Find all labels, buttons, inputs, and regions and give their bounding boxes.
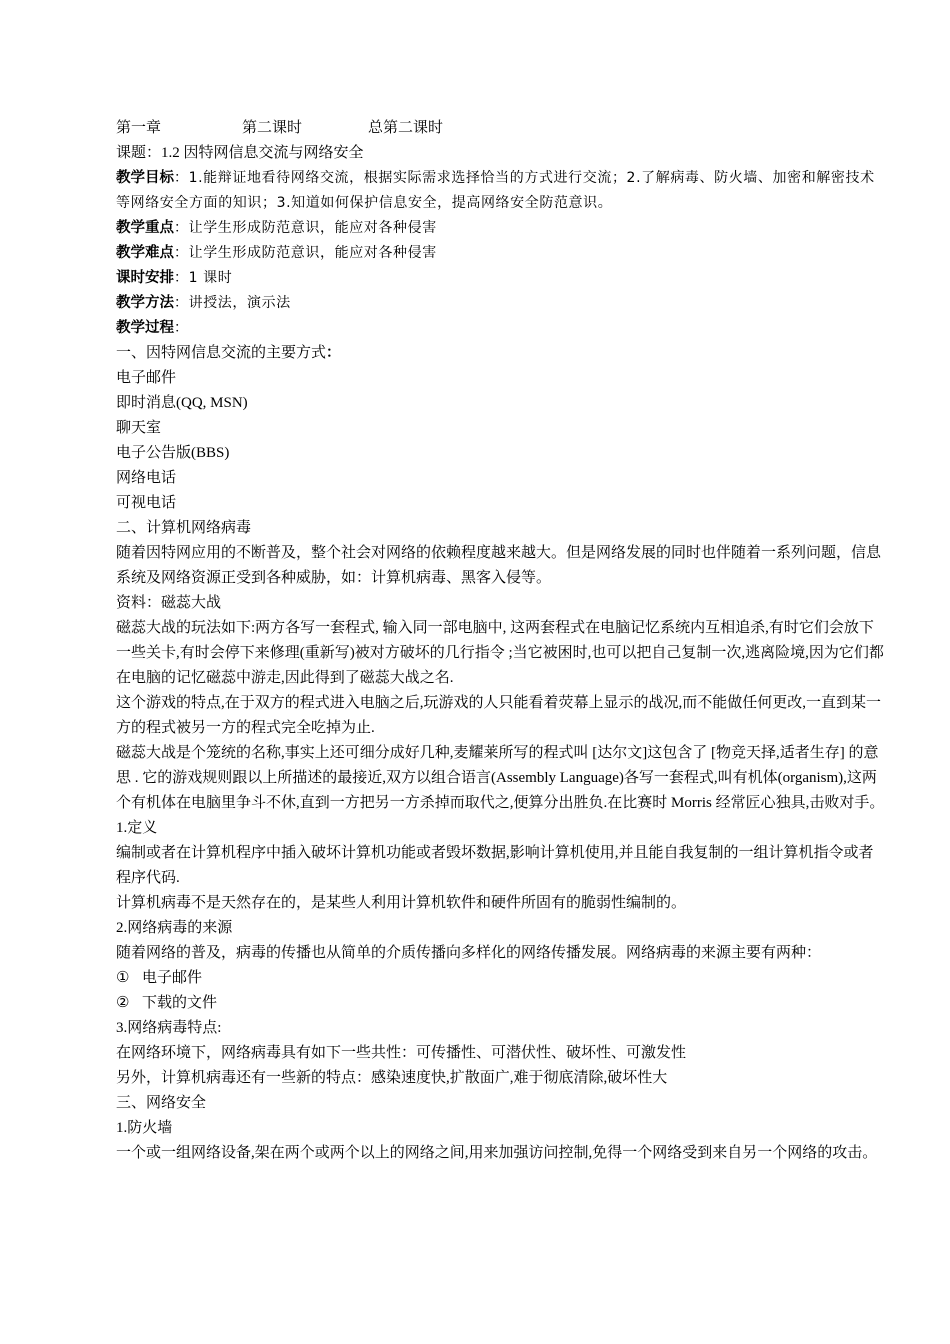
source-paragraph: 随着网络的普及，病毒的传播也从简单的介质传播向多样化的网络传播发展。网络病毒的来源主要有两种： <box>116 945 822 961</box>
schedule-label: 课时安排 <box>116 270 174 286</box>
list-item: 可视电话 <box>116 495 177 511</box>
section3-title: 三、网络安全 <box>116 1095 207 1111</box>
difficulties <box>116 241 886 266</box>
list-marker: ① <box>116 970 130 986</box>
objectives-label: 教学目标 <box>116 170 174 186</box>
material-paragraph: 这个游戏的特点,在于双方的程式进入电脑之后,玩游戏的人只能看着荧幕上显示的战况,而不能做任何更改,一直到某一方的程式被另一方的程式完全吃掉为止. <box>116 695 882 736</box>
section2-intro: 随着因特网应用的不断普及，整个社会对网络的依赖程度越来越大。但是网络发展的同时也伴随着一系列问题，信息系统及网络资源正受到各种威胁，如：计算机病毒、黑客入侵等。 <box>116 545 882 586</box>
objectives-text: ：1.能辩证地看待网络交流，根据实际需求选择恰当的方式进行交流；2.了解病毒、防火墙、加密和解密技术等网络安全方面的知识；3.知道如何保护信息安全，提高网络安全防范意识。 <box>116 170 875 211</box>
teaching-objectives <box>116 166 886 216</box>
section1-colon: ： <box>326 345 341 361</box>
firewall-title: 1.防火墙 <box>116 1120 173 1136</box>
definition-paragraph: 计算机病毒不是天然存在的，是某些人利用计算机软件和硬件所固有的脆弱性编制的。 <box>116 895 687 911</box>
list-marker: ② <box>116 995 130 1011</box>
process <box>116 316 886 341</box>
feature-paragraph: 在网络环境下，网络病毒具有如下一些共性：可传播性、可潜伏性、破坏性、可激发性 <box>116 1045 687 1061</box>
section2-title: 二、计算机网络病毒 <box>116 520 252 536</box>
source-title: 2.网络病毒的来源 <box>116 920 233 936</box>
list-item: 网络电话 <box>116 470 177 486</box>
chapter-label: 第一章 <box>116 120 162 136</box>
process-label: 教学过程 <box>116 320 174 336</box>
list-item <box>116 991 886 1016</box>
schedule <box>116 266 886 291</box>
key-points <box>116 216 886 241</box>
list-item-text: 下载的文件 <box>142 995 218 1011</box>
total-lesson-label: 总第二课时 <box>368 120 444 136</box>
list-item-text: 电子邮件 <box>142 970 203 986</box>
definition-title: 1.定义 <box>116 820 158 836</box>
methods-text: ：讲授法，演示法 <box>174 295 291 311</box>
feature-title: 3.网络病毒特点: <box>116 1020 222 1036</box>
list-item <box>116 966 886 991</box>
material-paragraph: 磁蕊大战是个笼统的名称,事实上还可细分成好几种,麦耀莱所写的程式叫 [达尔文]这包含了 [物竞天择,适者生存] 的意思 . 它的游戏规则跟以上所描述的最接近,双方以组合语言(Assembly Language)各写一套程式,叫有机体(organism),这两个有机体在电脑里争斗不休,直到一方把另一方杀掉而取代之,便算分出胜负.在比赛时 Morris 经常匠心独具,击败对手。 <box>116 745 885 811</box>
process-colon: ： <box>174 320 189 336</box>
material-paragraph: 磁蕊大战的玩法如下:两方各写一套程式, 输入同一部电脑中, 这两套程式在电脑记忆系统内互相追杀,有时它们会放下一些关卡,有时会停下来修理(重新写)被对方破坏的几行指令 ;当它被困时,也可以把自己复制一次,逃离险境,因为它们都在电脑的记忆磁蕊中游走,因此得到了磁蕊大战之名. <box>116 620 884 686</box>
methods <box>116 291 886 316</box>
definition-paragraph: 编制或者在计算机程序中插入破坏计算机功能或者毁坏数据,影响计算机使用,并且能自我复制的一组计算机指令或者程序代码. <box>116 845 874 886</box>
difficulties-label: 教学难点 <box>116 245 174 261</box>
difficulties-text: ：让学生形成防范意识，能应对各种侵害 <box>174 245 437 261</box>
list-item: 电子邮件 <box>116 370 177 386</box>
methods-label: 教学方法 <box>116 295 174 311</box>
document-body <box>116 116 886 1166</box>
list-item: 即时消息(QQ, MSN) <box>116 395 248 411</box>
lesson-topic: 课题：1.2 因特网信息交流与网络安全 <box>116 145 364 161</box>
material-title: 资料：磁蕊大战 <box>116 595 222 611</box>
list-item: 聊天室 <box>116 420 162 436</box>
firewall-paragraph: 一个或一组网络设备,架在两个或两个以上的网络之间,用来加强访问控制,免得一个网络受到来自另一个网络的攻击。 <box>116 1145 878 1161</box>
feature-paragraph: 另外，计算机病毒还有一些新的特点：感染速度快,扩散面广,难于彻底清除,破坏性大 <box>116 1070 668 1086</box>
lesson-label: 第二课时 <box>242 120 303 136</box>
schedule-text: ：1 课时 <box>174 270 233 286</box>
list-item: 电子公告版(BBS) <box>116 445 230 461</box>
key-points-text: ：让学生形成防范意识，能应对各种侵害 <box>174 220 437 236</box>
chapter-header <box>116 116 886 141</box>
key-points-label: 教学重点 <box>116 220 174 236</box>
section1-heading <box>116 341 886 366</box>
section1-title: 一、因特网信息交流的主要方式 <box>116 345 327 361</box>
